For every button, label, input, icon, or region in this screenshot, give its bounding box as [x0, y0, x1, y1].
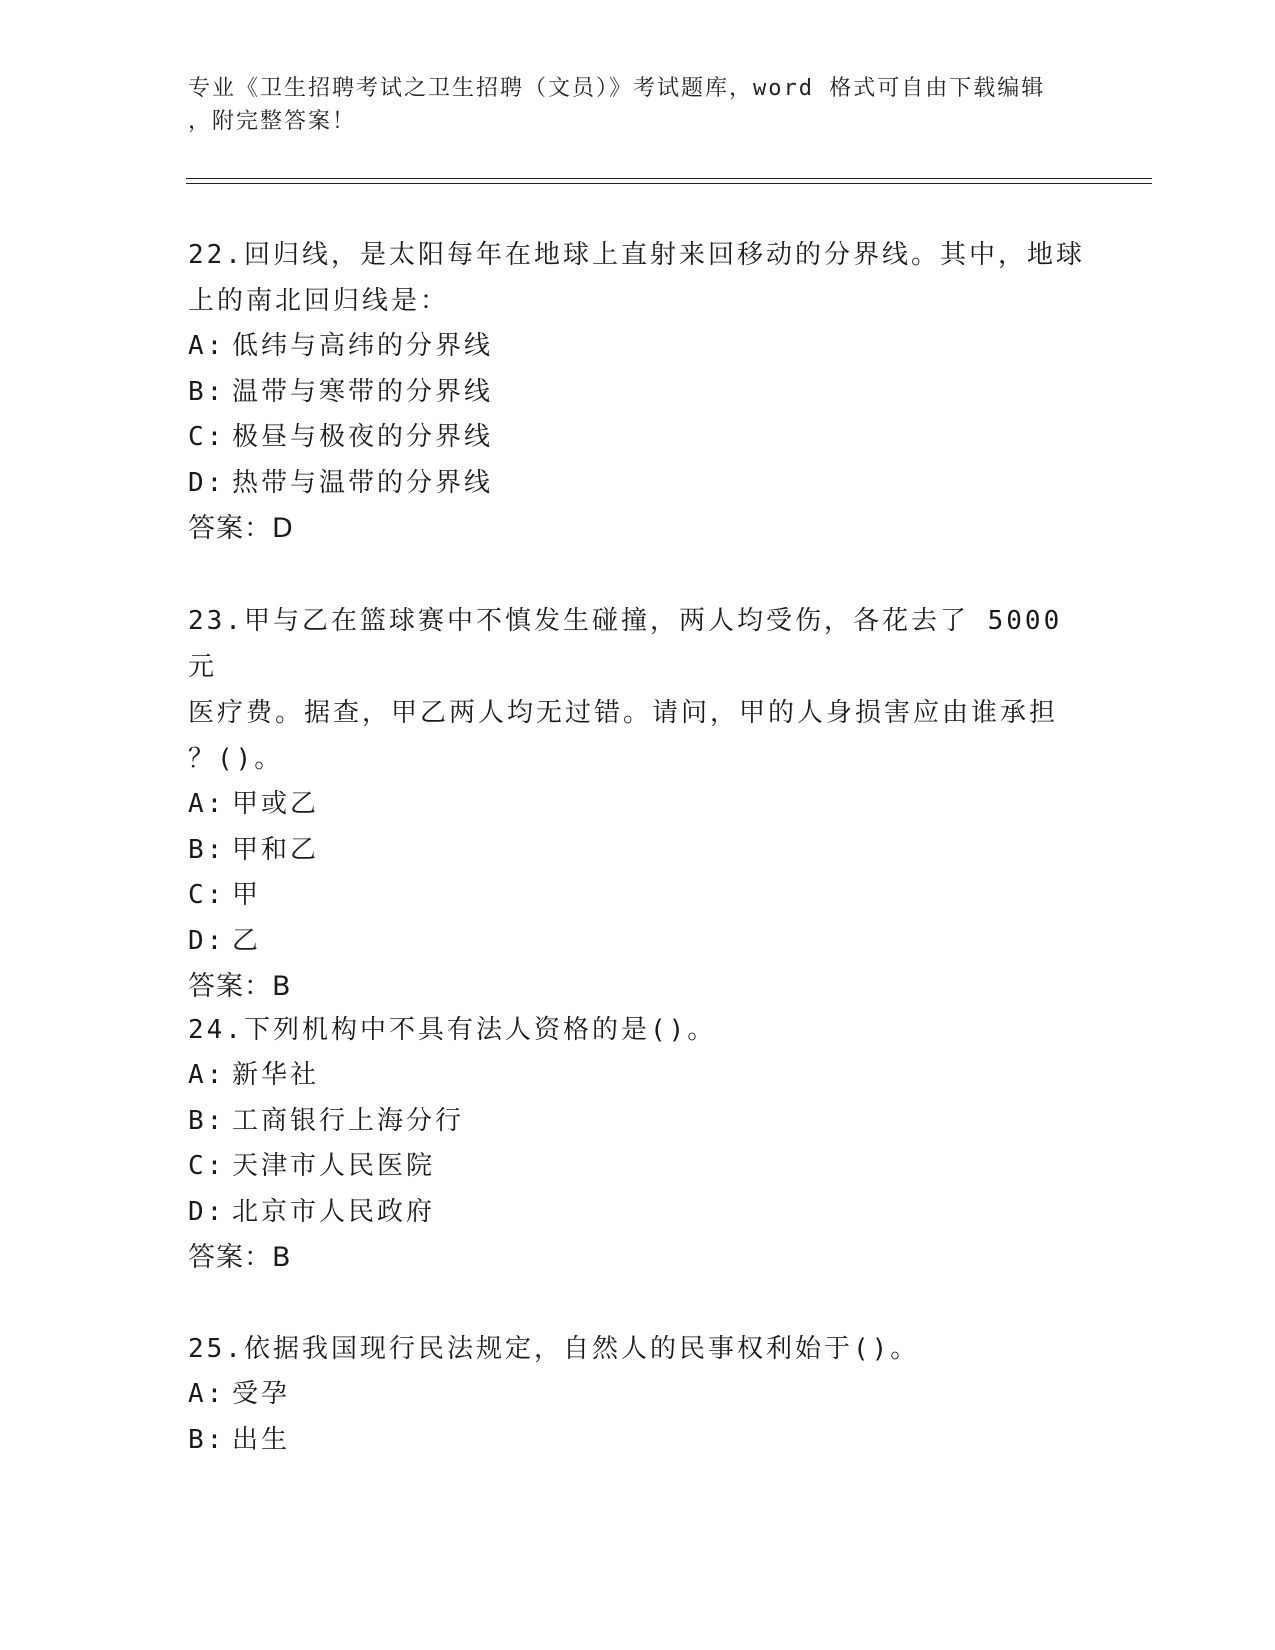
option-text: 甲和乙 [232, 834, 320, 865]
answer-line: 答案：D [188, 513, 294, 544]
option-text: 乙 [232, 925, 262, 956]
option-a [188, 782, 1088, 828]
option-letter: C: [188, 1151, 226, 1181]
option-b [188, 1099, 1088, 1145]
option-b [188, 370, 1088, 416]
option-text: 工商银行上海分行 [232, 1105, 465, 1136]
answer-line: 答案：B [188, 1242, 292, 1273]
option-c [188, 415, 1088, 461]
question-text-line-2: 上的南北回归线是： [188, 286, 450, 316]
option-text: 北京市人民政府 [232, 1196, 436, 1227]
question-text-line-1: 25.依据我国现行民法规定，自然人的民事权利始于()。 [188, 1334, 920, 1364]
option-letter: C: [188, 880, 226, 910]
option-letter: B: [188, 1105, 226, 1136]
option-letter: B: [188, 834, 226, 865]
header-divider-top [186, 178, 1152, 179]
option-a [188, 1053, 1088, 1099]
question-text-line-3: ？()。 [188, 744, 284, 774]
option-d [188, 919, 1088, 965]
question-22 [188, 232, 1088, 551]
option-text: 极昼与极夜的分界线 [232, 422, 494, 452]
option-text: 出生 [232, 1424, 291, 1455]
option-c [188, 1144, 1088, 1190]
document-header [188, 72, 1068, 138]
option-text: 甲或乙 [232, 789, 320, 819]
option-d [188, 461, 1088, 507]
option-c [188, 873, 1088, 919]
question-text-line-1: 23.甲与乙在篮球赛中不慎发生碰撞，两人均受伤，各花去了 5000 元 [188, 606, 1063, 682]
question-24 [188, 1007, 1088, 1280]
option-letter: C: [188, 422, 226, 452]
answer-line: 答案：B [188, 971, 292, 1002]
option-b [188, 828, 1088, 874]
option-a [188, 324, 1088, 370]
option-text: 受孕 [232, 1379, 291, 1409]
question-text-line-1: 24.下列机构中不具有法人资格的是()。 [188, 1015, 717, 1045]
option-letter: A: [188, 789, 226, 819]
option-letter: D: [188, 467, 226, 498]
option-text: 新华社 [232, 1060, 320, 1090]
option-text: 甲 [232, 880, 262, 910]
option-a [188, 1372, 1088, 1418]
option-letter: A: [188, 1379, 226, 1409]
option-letter: D: [188, 925, 226, 956]
header-divider-bottom [186, 183, 1152, 184]
question-text-line-1: 22.回归线，是太阳每年在地球上直射来回移动的分界线。其中，地球 [188, 240, 1085, 270]
option-letter: A: [188, 1060, 226, 1090]
option-text: 温带与寒带的分界线 [232, 376, 494, 407]
option-d [188, 1190, 1088, 1236]
option-text: 天津市人民医院 [232, 1151, 436, 1181]
question-text-line-2: 医疗费。据查，甲乙两人均无过错。请问，甲的人身损害应由谁承担 [188, 698, 1059, 728]
option-text: 低纬与高纬的分界线 [232, 331, 494, 361]
option-letter: B: [188, 376, 226, 407]
option-letter: D: [188, 1196, 226, 1227]
option-letter: B: [188, 1424, 226, 1455]
question-25 [188, 1326, 1088, 1463]
option-letter: A: [188, 331, 226, 361]
question-23 [188, 598, 1088, 1009]
option-b [188, 1418, 1088, 1464]
header-line-1: 专业《卫生招聘考试之卫生招聘（文员）》考试题库，word 格式可自由下载编辑 [188, 76, 1046, 101]
option-text: 热带与温带的分界线 [232, 467, 494, 498]
header-line-2: ，附完整答案！ [188, 109, 357, 134]
